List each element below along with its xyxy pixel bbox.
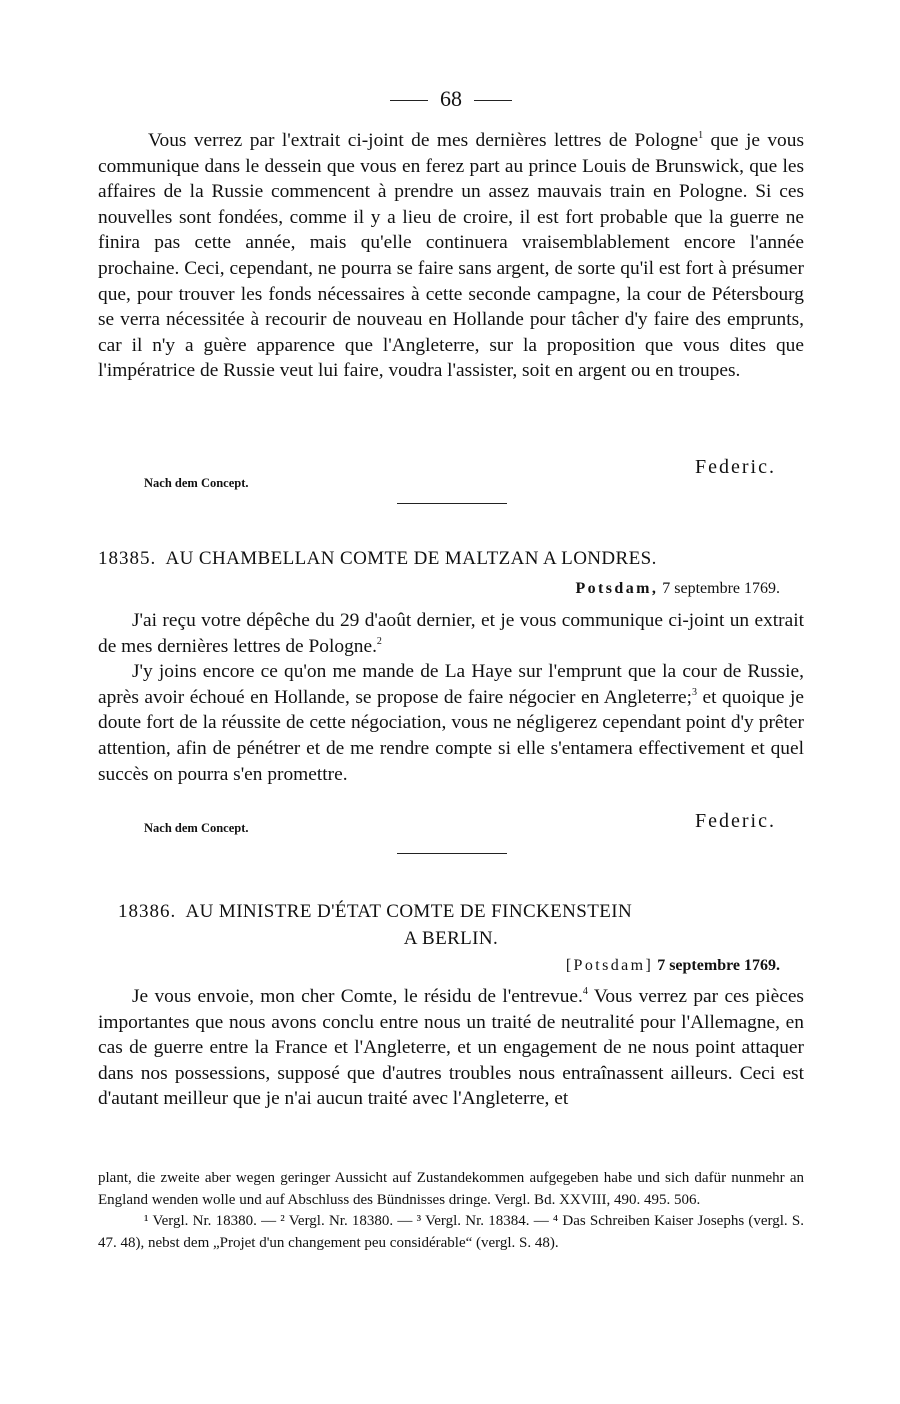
- signature: Federic.: [695, 456, 776, 478]
- footnote-continuation: plant, die zweite aber wegen geringer Aussicht auf Zustandekommen aufgegeben habe und sich dafür nunmehr an England wenden wolle und auf Abschluss des Bündnisses dringe. Vergl. Bd. XXVIII, 490. 495. 506.: [98, 1170, 804, 1208]
- source-note: Nach dem Concept.: [144, 476, 249, 490]
- date: 7 septembre 1769.: [657, 957, 780, 974]
- letter-number: 18386.: [118, 901, 177, 922]
- signature: Federic.: [695, 810, 776, 832]
- letter-title: AU MINISTRE D'ÉTAT COMTE DE FINCKENSTEIN: [185, 901, 633, 922]
- footnote-list: ¹ Vergl. Nr. 18380. — ² Vergl. Nr. 18380. — ³ Vergl. Nr. 18384. — ⁴ Das Schreiben Kaiser Josephs (vergl. S. 47. 48), nebst dem „Projet d'un changement peu considérable“ (vergl. S. 48).: [98, 1213, 804, 1251]
- letter-heading: [98, 548, 804, 570]
- dateline: [575, 580, 780, 598]
- dash-left: [390, 100, 428, 101]
- intro-paragraph: Vous verrez par l'extrait ci-joint de mes dernières lettres de Pologne$^1$ que je vous communique dans le dessein que vous en ferez part au prince Louis de Brunswick, que les affaires de la Russie commencent à prendre un assez mauvais train en Pologne. Si ces nouvelles sont fondées, comme il y a lieu de croire, il est fort probable que la guerre ne finira pas cette année, mais qu'elle continuera vraisemblablement encore l'année prochaine. Ceci, cependant, ne pourra se faire sans argent, de sorte qu'il est fort à présumer que, pour trouver les fonds nécessaires à cette seconde campagne, la cour de Pétersbourg se verra nécessitée à recourir de nouveau en Hollande pour tâcher d'y faire des emprunts, car il n'y a guère apparence que l'Angleterre, sur la proposition que vous dites que l'impératrice de Russie veut lui faire, voudra l'assister, soit en argent ou en troupes.: [98, 130, 804, 382]
- letter-title: AU CHAMBELLAN COMTE DE MALTZAN A LONDRES.: [165, 548, 657, 569]
- footnote-ref: 1: [698, 130, 704, 141]
- footnotes: [98, 1168, 804, 1254]
- paragraph: J'y joins encore ce qu'on me mande de La Haye sur l'emprunt que la cour de Russie, après avoir échoué en Hollande, se propose de faire négocier en Angleterre;$^3$ et quoique je doute fort de la réussite de cette négociation, vous ne négligerez cependant point d'y prêter attention, afin de pénétrer et de me rendre compte si elle s'entamera effectivement et quel succès on pourra s'en promettre.: [98, 661, 804, 785]
- dateline: [566, 957, 780, 975]
- separator-rule: [397, 853, 507, 854]
- place: [Potsdam]: [565, 957, 654, 974]
- place: Potsdam,: [575, 580, 659, 597]
- paragraph: Je vous envoie, mon cher Comte, le résidu de l'entrevue.$^4$ Vous verrez par ces pièces importantes que nous avons conclu entre nous un traité de neutralité pour l'Allemagne, en cas de guerre entre la France et l'Angleterre, et un engagement de ne nous point attaquer dans nos possessions, supposé que d'autres troubles nous entraînassent ailleurs. Ceci est d'autant meilleur que je n'ai aucun traité avec l'Angleterre, et: [98, 986, 804, 1110]
- footnote-ref: 2: [376, 635, 382, 647]
- source-note: Nach dem Concept.: [144, 821, 249, 835]
- page-number: [98, 86, 804, 112]
- letter-heading: [118, 901, 784, 923]
- page-number-text: 68: [440, 86, 462, 111]
- dash-right: [474, 100, 512, 101]
- footnote-ref: 4: [582, 986, 588, 997]
- date: 7 septembre 1769.: [662, 580, 780, 597]
- letter-number: 18385.: [98, 548, 157, 569]
- paragraph: J'ai reçu votre dépêche du 29 d'août dernier, et je vous communique ci-joint un extrait de mes dernières lettres de Pologne.$^2$: [98, 610, 804, 657]
- letter-body: [98, 608, 804, 787]
- footnote-ref: 3: [692, 686, 698, 698]
- letter-body: [98, 984, 804, 1112]
- letter-heading-line2: A BERLIN.: [403, 928, 499, 949]
- separator-rule: [397, 503, 507, 504]
- intro-letter: [98, 128, 804, 384]
